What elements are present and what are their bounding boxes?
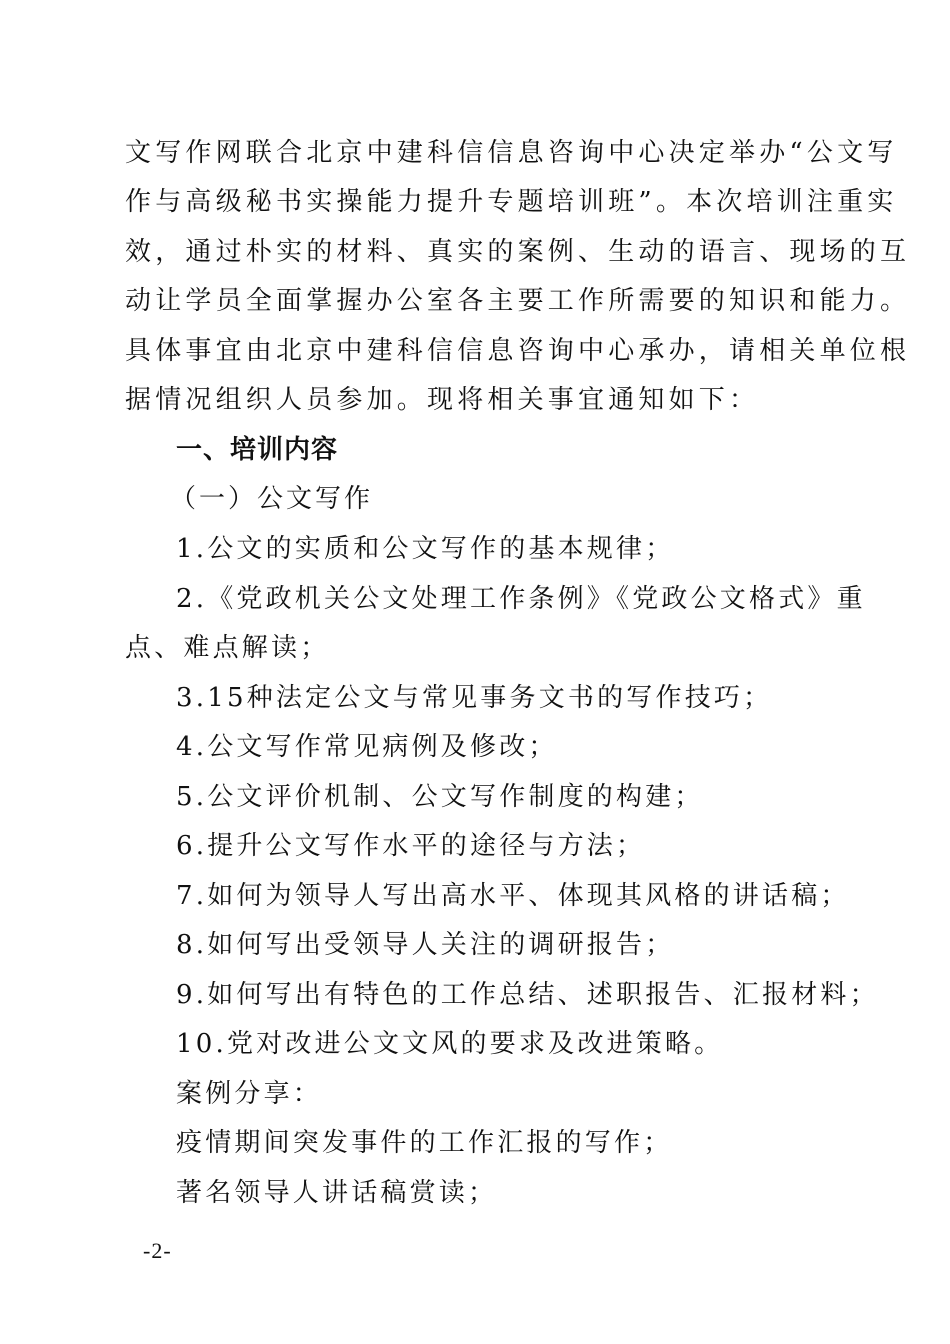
list-item: 4.公文写作常见病例及修改； <box>176 732 558 762</box>
paragraph-line: 具体事宜由北京中建科信信息咨询中心承办，请相关单位根 <box>125 336 911 366</box>
list-item-continuation: 点、难点解读； <box>125 633 330 663</box>
paragraph-line: 动让学员全面掌握办公室各主要工作所需要的知识和能力。 <box>125 286 911 316</box>
list-item: 10.党对改进公文文风的要求及改进策略。 <box>176 1029 724 1059</box>
list-item: 3.15种法定公文与常见事务文书的写作技巧； <box>176 683 773 713</box>
case-label: 案例分享： <box>176 1079 323 1109</box>
page-number: -2- <box>143 1238 172 1263</box>
paragraph-line: 据情况组织人员参加。现将相关事宜通知如下： <box>125 385 760 415</box>
list-item: 1.公文的实质和公文写作的基本规律； <box>176 534 675 564</box>
list-item: 7.如何为领导人写出高水平、体现其风格的讲话稿； <box>176 881 850 911</box>
list-item: 2.《党政机关公文处理工作条例》《党政公文格式》重 <box>176 584 866 614</box>
list-item: 5.公文评价机制、公文写作制度的构建； <box>176 782 704 812</box>
subsection-heading: （一）公文写作 <box>170 484 374 514</box>
paragraph-line: 作与高级秘书实操能力提升专题培训班”。本次培训注重实 <box>125 187 898 217</box>
paragraph-line: 效，通过朴实的材料、真实的案例、生动的语言、现场的互 <box>125 237 911 267</box>
list-item: 6.提升公文写作水平的途径与方法； <box>176 831 646 861</box>
case-item: 著名领导人讲话稿赏读； <box>176 1178 498 1208</box>
list-item: 9.如何写出有特色的工作总结、述职报告、汇报材料； <box>176 980 879 1010</box>
case-item: 疫情期间突发事件的工作汇报的写作； <box>176 1128 673 1158</box>
paragraph-line: 文写作网联合北京中建科信信息咨询中心决定举办“公文写 <box>125 138 898 168</box>
section-heading: 一、培训内容 <box>176 435 339 465</box>
list-item: 8.如何写出受领导人关注的调研报告； <box>176 930 675 960</box>
